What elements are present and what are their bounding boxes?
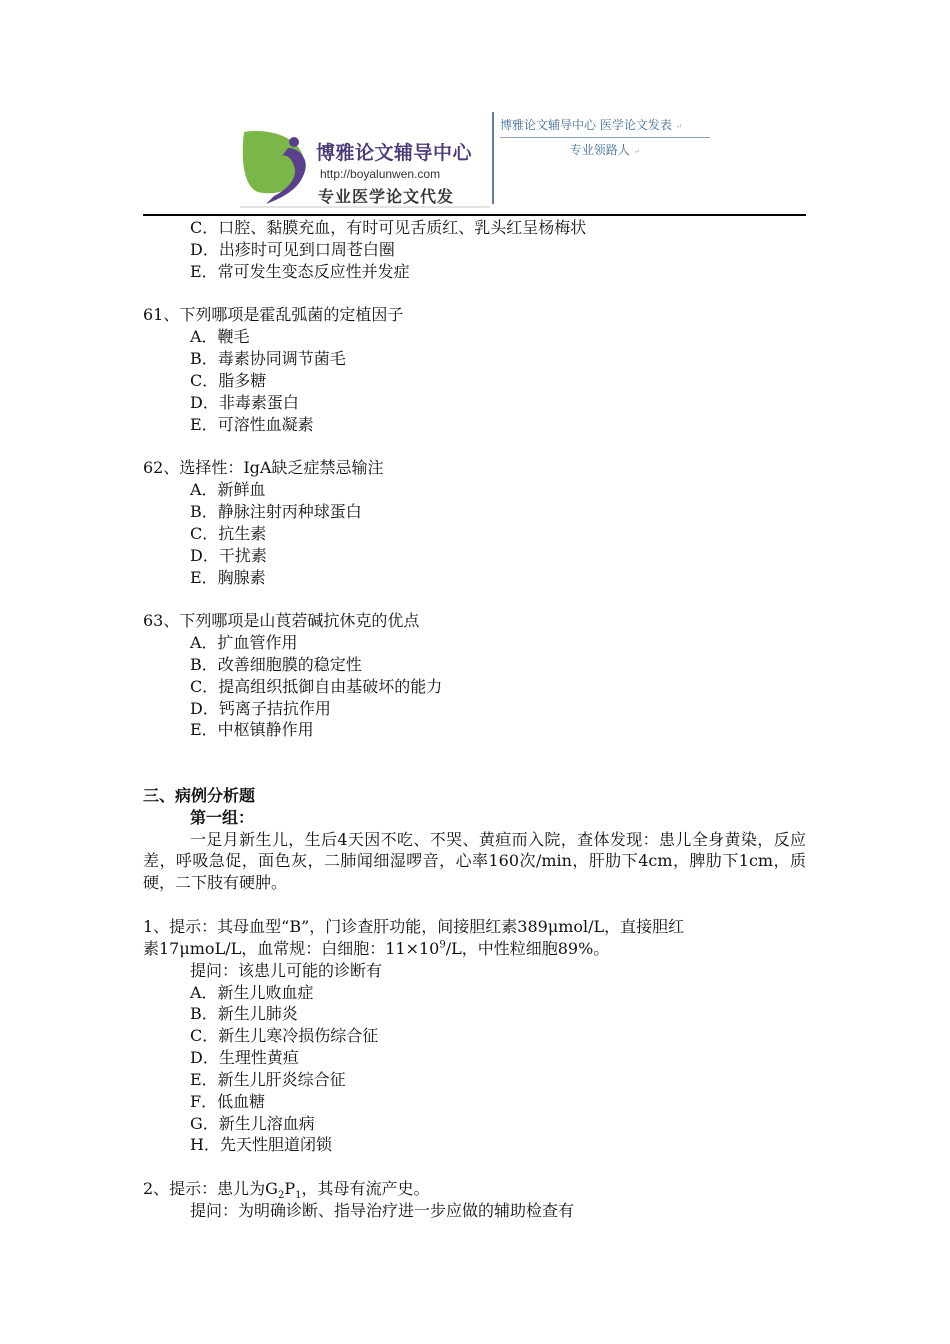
logo-title: 博雅论文辅导中心: [316, 142, 473, 164]
document-body: [143, 217, 806, 1222]
case-q2-question: 提问：为明确诊断、指导治疗进一步应做的辅助检查有: [190, 1200, 575, 1220]
logo: [238, 126, 488, 208]
logo-slogan: 专业医学论文代发: [318, 187, 455, 206]
case-q1-question: 提问：该患儿可能的诊断有: [190, 960, 383, 980]
case-q1-hint-line2: 素17μmoL/L，血常规：白细胞：$11\times 10^9/L$，中性粒细胞89%。: [143, 938, 610, 958]
section-title: 三、病例分析题: [143, 785, 256, 805]
q60-option-d: D．出疹时可见到口周苍白圈: [190, 239, 395, 259]
q61-option-e: E．可溶性血凝素: [190, 414, 314, 434]
case-q1-hint-line1: 1、提示：其母血型“B”，门诊查肝功能，间接胆红素389μmol/L，直接胆红: [143, 917, 685, 936]
q60-option-e: E．常可发生变态反应性并发症: [190, 261, 410, 281]
group-title: 第一组：: [190, 807, 255, 827]
q60-option-c: C．口腔、黏膜充血，有时可见舌质红、乳头红呈杨梅状: [190, 218, 587, 237]
case-q1-option-g: G．新生儿溶血病: [190, 1113, 315, 1133]
logo-underline: [240, 206, 490, 208]
tagline-separator: [500, 137, 710, 138]
q61-option-a: A．鞭毛: [190, 327, 250, 347]
header-rule: [143, 214, 806, 216]
q61-option-c: C．脂多糖: [190, 370, 267, 390]
q61-stem: 61、下列哪项是霍乱弧菌的定植因子: [143, 305, 404, 325]
q62-option-a: A．新鲜血: [190, 480, 266, 500]
q62-option-e: E．胸腺素: [190, 567, 266, 587]
logo-url[interactable]: http://boyalunwen.com: [320, 167, 441, 181]
q61-option-b: B．毒素协同调节菌毛: [190, 349, 346, 369]
leaf-logo-icon: [238, 126, 320, 206]
page-header: [143, 108, 806, 216]
q62-option-d: D．干扰素: [190, 545, 267, 565]
header-divider: [492, 112, 494, 204]
q62-option-b: B．静脉注射丙种球蛋白: [190, 501, 362, 521]
q61-option-d: D．非毒素蛋白: [190, 392, 299, 412]
case-q2-hint: 2、提示：患儿为$G_2P_1$，其母有流产史。: [143, 1179, 430, 1202]
tagline-line2: 专业领路人: [569, 143, 630, 157]
q63-option-c: C．提高组织抵御自由基破坏的能力: [190, 676, 443, 696]
case-description: 一足月新生儿，生后4天因不吃、不哭、黄疸而入院，查体发现：患儿全身黄染，反应差，呼吸急促，面色灰，二肺闻细湿啰音，心率160次/min，肝肋下4cm，脾肋下1cm，质硬，二下肢有硬肿。: [143, 829, 806, 893]
case-q1-option-a: A．新生儿败血症: [190, 982, 314, 1002]
header-tagline: 博雅论文辅导中心 医学论文发表 ↵ 专业领路人 ↵: [500, 116, 710, 158]
q63-option-a: A．扩血管作用: [190, 633, 298, 653]
case-q1-option-d: D．生理性黄疸: [190, 1048, 299, 1068]
q63-stem: 63、下列哪项是山莨菪碱抗休克的优点: [143, 611, 420, 631]
tagline-line1: 博雅论文辅导中心 医学论文发表: [500, 118, 672, 132]
q62-option-c: C．抗生素: [190, 523, 267, 543]
q63-option-d: D．钙离子拮抗作用: [190, 698, 331, 718]
q63-option-e: E．中枢镇静作用: [190, 720, 314, 740]
case-q1-option-f: F．低血糖: [190, 1091, 266, 1111]
case-q1-option-e: E．新生儿肝炎综合征: [190, 1069, 346, 1089]
case-q1-option-h: H．先天性胆道闭锁: [190, 1135, 332, 1155]
case-q1-option-c: C．新生儿寒冷损伤综合征: [190, 1026, 379, 1046]
q63-option-b: B．改善细胞膜的稳定性: [190, 654, 362, 674]
q62-stem: 62、选择性：IgA缺乏症禁忌输注: [143, 458, 384, 478]
case-q1-option-b: B．新生儿肺炎: [190, 1004, 298, 1024]
